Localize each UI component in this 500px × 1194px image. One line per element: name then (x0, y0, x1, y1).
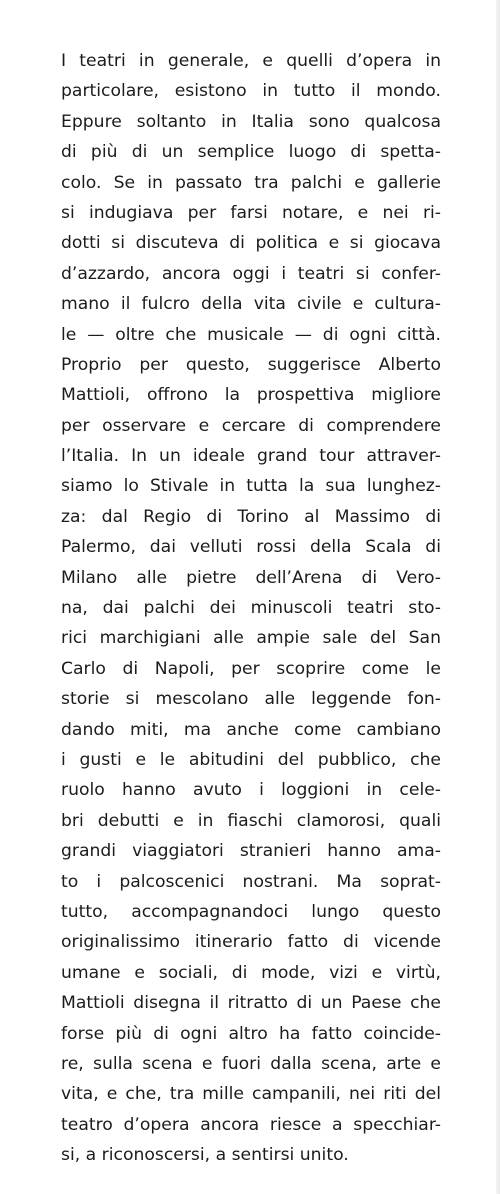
blurb-paragraph (61, 46, 441, 1170)
blurb-line: Eppure soltanto in Italia sono qualcosa (61, 111, 441, 132)
blurb-line: mano il fulcro della vita civile e cultura- (61, 294, 441, 315)
blurb-line: teatro d’opera ancora riesce a specchiar- (61, 1114, 441, 1135)
blurb-line: Mattioli, offrono la prospettiva migliore (61, 385, 441, 406)
blurb-line: ruolo hanno avuto i loggioni in cele- (61, 780, 441, 801)
blurb-line: storie si mescolano alle leggende fon- (61, 689, 441, 710)
blurb-line: colo. Se in passato tra palchi e gallerie (61, 172, 441, 193)
blurb-line: si indugiava per farsi notare, e nei ri- (61, 202, 441, 223)
blurb-line: tutto, accompagnandoci lungo questo (61, 901, 441, 922)
blurb-line: originalissimo itinerario fatto di vicende (61, 932, 441, 953)
page-edge-shadow (496, 0, 500, 1194)
blurb-line: Mattioli disegna il ritratto di un Paese che (61, 993, 441, 1014)
blurb-line: Milano alle pietre dell’Arena di Vero- (61, 567, 441, 588)
blurb-line: Carlo di Napoli, per scoprire come le (61, 658, 441, 679)
blurb-line: d’azzardo, ancora oggi i teatri si confer- (61, 263, 441, 284)
blurb-line: l’Italia. In un ideale grand tour attraver- (61, 446, 441, 467)
blurb-line: za: dal Regio di Torino al Massimo di (61, 506, 441, 527)
blurb-line: si, a riconoscersi, a sentirsi unito. (61, 1145, 349, 1166)
blurb-line: Proprio per questo, suggerisce Alberto (61, 354, 441, 375)
blurb-line: bri debutti e in fiaschi clamorosi, quali (61, 810, 441, 831)
blurb-line: per osservare e cercare di comprendere (61, 415, 441, 436)
blurb-line: dando miti, ma anche come cambiano (61, 719, 441, 740)
blurb-line: na, dai palchi dei minuscoli teatri sto- (61, 598, 441, 619)
blurb-line: di più di un semplice luogo di spetta- (61, 142, 441, 163)
blurb-line: forse più di ogni altro ha fatto coincide- (61, 1023, 441, 1044)
blurb-line: Palermo, dai velluti rossi della Scala di (61, 537, 441, 558)
blurb-line: grandi viaggiatori stranieri hanno ama- (61, 841, 441, 862)
blurb-line: le — oltre che musicale — di ogni città. (61, 324, 441, 345)
blurb-line: rici marchigiani alle ampie sale del San (61, 628, 441, 649)
blurb-line: i gusti e le abitudini del pubblico, che (61, 749, 441, 770)
blurb-line: to i palcoscenici nostrani. Ma soprat- (61, 871, 441, 892)
blurb-line: re, sulla scena e fuori dalla scena, arte e (61, 1053, 441, 1074)
blurb-line: vita, e che, tra mille campanili, nei riti del (61, 1084, 441, 1105)
blurb-line: siamo lo Stivale in tutta la sua lunghez- (61, 476, 441, 497)
blurb-line: dotti si discuteva di politica e si giocava (61, 233, 441, 254)
blurb-line: particolare, esistono in tutto il mondo. (61, 81, 441, 102)
blurb-line: umane e sociali, di mode, vizi e virtù, (61, 962, 441, 983)
blurb-line: I teatri in generale, e quelli d’opera in (61, 51, 441, 71)
